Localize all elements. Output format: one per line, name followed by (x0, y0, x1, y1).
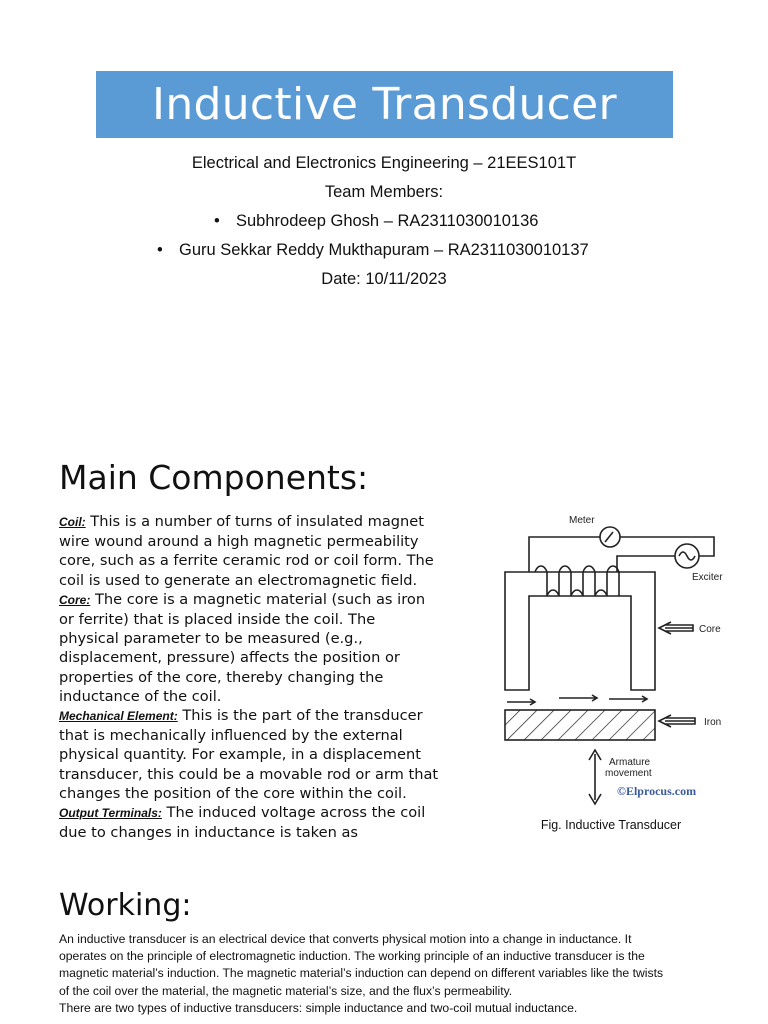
bullet-icon: • (214, 212, 220, 230)
team-member-name: Guru Sekkar Reddy Mukthapuram – RA2311030010137 (179, 241, 589, 259)
component-description: The induced voltage across the coil due to changes in inductance is taken as (59, 804, 426, 842)
component-item (59, 590, 439, 706)
title-banner (96, 71, 673, 138)
component-item (59, 706, 439, 803)
components-slide (0, 440, 768, 868)
watermark-text: ©Elprocus.com (617, 784, 697, 798)
component-term: Coil: (59, 515, 86, 529)
working-paragraph: An inductive transducer is an electrical device that converts physical motion into a change in inductance. It operates on the principle of electromagnetic induction. The working principle of an inductive transducer is the magnetic material’s induction. The magnetic material’s induction can depend on different variables like the twists of the coil over the material, the magnetic material’s size, and the flux’s permeability. (59, 932, 664, 998)
bullet-icon: • (157, 241, 163, 259)
component-term: Mechanical Element: (59, 709, 178, 724)
working-text (59, 931, 671, 1017)
team-label: Team Members: (324, 183, 444, 201)
component-term: Core: (59, 592, 91, 607)
figure-caption: Fig. Inductive Transducer (540, 818, 682, 832)
working-slide (0, 880, 768, 1024)
armature-label-line2: movement (605, 768, 652, 779)
date-line: Date: 10/11/2023 (321, 270, 447, 288)
exciter-label: Exciter (692, 572, 723, 583)
presentation-title: Inductive Transducer (152, 79, 617, 130)
title-info (0, 151, 768, 209)
component-item (59, 512, 439, 590)
component-description: This is a number of turns of insulated magnet wire wound around a high magnetic permeability core, such as a ferrite ceramic rod or coil form. The coil is used to generate an electromagnetic field. (59, 513, 434, 589)
components-text (59, 512, 439, 868)
component-term: Output Terminals: (59, 806, 162, 821)
iron-label: Iron (704, 717, 722, 728)
component-description: The core is a magnetic material (such as iron or ferrite) that is placed inside the coil. The physical parameter to be measured (e.g., displacement, pressure) affects the position or properties of the core, thereby changing the inductance of the coil. (59, 590, 426, 705)
component-description: This is the part of the transducer that is mechanically influenced by the external physical quantity. For example, in a displacement transducer, this could be a movable rod or arm that changes the position of the core within the coil. (59, 707, 439, 802)
team-member-name: Subhrodeep Ghosh – RA2311030010136 (236, 212, 539, 230)
inductive-transducer-diagram (499, 510, 735, 806)
section-heading: Main Components: (59, 458, 369, 497)
core-label: Core (699, 624, 721, 635)
component-item (59, 803, 439, 842)
team-member (157, 238, 589, 262)
meter-label: Meter (569, 515, 595, 526)
armature-label: Armature (609, 757, 651, 768)
team-member (214, 209, 538, 233)
working-paragraph: There are two types of inductive transducers: simple inductance and two-coil mutual inductance. (59, 1000, 578, 1015)
section-heading: Working: (59, 888, 192, 923)
title-slide (0, 0, 768, 420)
course-line: Electrical and Electronics Engineering – 21EES101T (191, 154, 577, 172)
